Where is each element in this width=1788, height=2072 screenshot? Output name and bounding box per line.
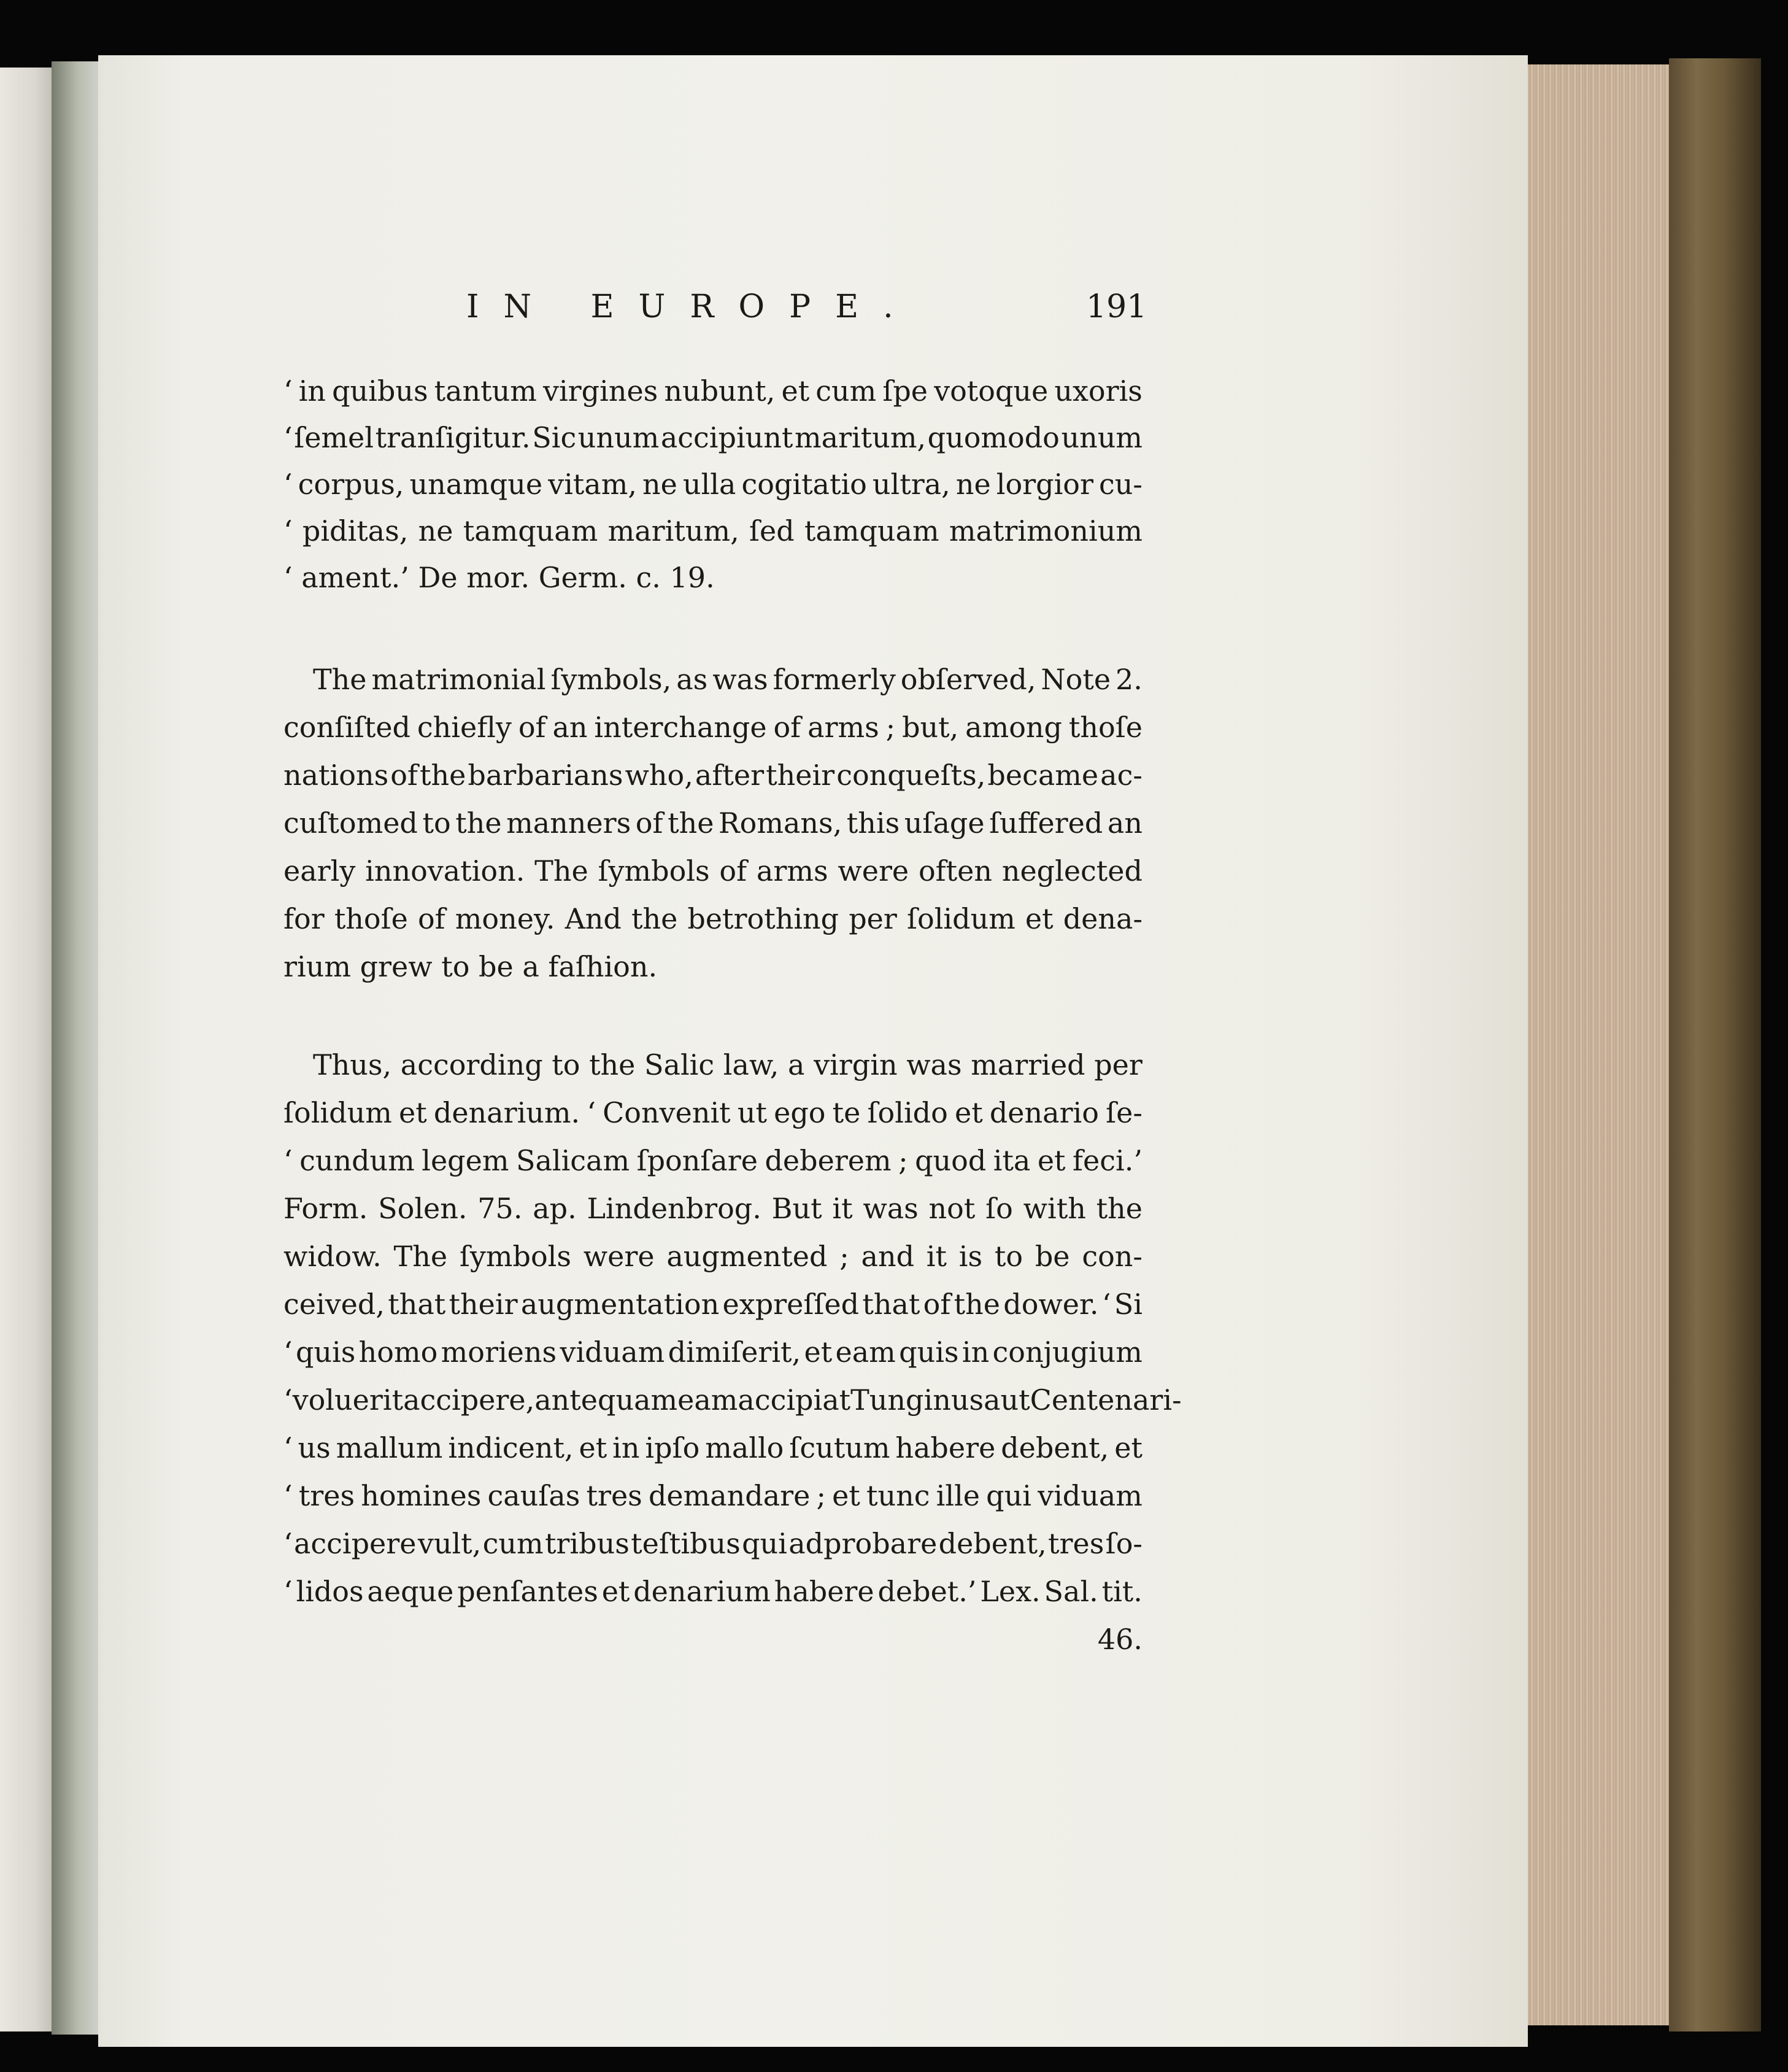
word: neglected: [1001, 854, 1143, 887]
word: ‘: [587, 1096, 596, 1129]
text-line: [283, 711, 1143, 757]
word: Convenit: [603, 1096, 731, 1129]
word: ſymbols,: [550, 663, 672, 696]
word: and: [861, 1240, 915, 1273]
text-line: ‘ ament.’ De mor. Germ. c. 19.: [283, 561, 715, 594]
page-number: 191: [1086, 288, 1147, 325]
word: ne: [955, 468, 991, 501]
word: dimiſerit,: [668, 1336, 801, 1369]
word: et: [954, 1096, 983, 1129]
word: 2.: [1116, 663, 1143, 696]
word: votoque: [934, 374, 1049, 408]
word: matrimonial: [371, 663, 546, 696]
word: their: [449, 1288, 518, 1321]
word: thoſe: [1068, 711, 1143, 744]
word: were: [838, 854, 909, 887]
word: The: [393, 1240, 448, 1273]
word: ſolidum: [283, 1096, 392, 1129]
word: unum: [577, 421, 660, 454]
word: matrimonium: [949, 514, 1143, 547]
word: the: [455, 806, 502, 840]
word: be: [1035, 1240, 1070, 1273]
word: the: [954, 1288, 1000, 1321]
word: tunc: [866, 1479, 930, 1512]
word: And: [565, 902, 622, 935]
word: legem: [422, 1144, 509, 1177]
word: voluerit: [292, 1383, 404, 1417]
word: ego: [774, 1096, 826, 1129]
word: Sic: [532, 421, 577, 454]
word: betrothing: [687, 902, 839, 935]
word: lidos: [296, 1575, 364, 1608]
word: ‘: [283, 1575, 293, 1608]
text-line: [283, 1479, 1143, 1526]
word: cauſas: [487, 1479, 580, 1512]
word: married: [971, 1048, 1085, 1081]
word: te: [832, 1096, 861, 1129]
word: Lindenbrog.: [587, 1192, 761, 1225]
word: often: [918, 854, 993, 887]
word: it: [926, 1240, 947, 1273]
word: ſcutum: [789, 1431, 890, 1464]
word: ;: [816, 1479, 826, 1512]
word: ceived,: [283, 1288, 385, 1321]
word: not: [928, 1192, 976, 1225]
word: ‘: [283, 1527, 293, 1560]
word: debent,: [1001, 1431, 1109, 1464]
text-line: [283, 1383, 1182, 1430]
word: ulla: [682, 468, 736, 501]
word: barbarians: [468, 759, 623, 792]
word: augmented: [666, 1240, 828, 1273]
word: et: [579, 1431, 607, 1464]
word: eam: [835, 1336, 896, 1369]
word: ſo-: [1105, 1527, 1143, 1560]
word: corpus,: [298, 468, 404, 501]
word: the: [589, 1048, 636, 1081]
word: money.: [455, 902, 555, 935]
text-line: [283, 854, 1143, 901]
word: dower.: [1003, 1288, 1099, 1321]
text-line: [283, 374, 1143, 421]
word: unamque: [409, 468, 543, 501]
word: tamquam: [804, 514, 939, 547]
word: ſymbols: [459, 1240, 571, 1273]
spine-gutter: [52, 61, 104, 2035]
word: us: [298, 1431, 331, 1464]
text-line: 46.: [1097, 1623, 1143, 1656]
word: ſuffered: [989, 806, 1103, 840]
word: the: [668, 806, 714, 840]
word: ;: [898, 1144, 908, 1177]
word: arms: [807, 711, 879, 744]
word: cu-: [1099, 468, 1143, 501]
word: in: [961, 1336, 990, 1369]
word: qui: [742, 1527, 787, 1560]
word: of: [417, 902, 445, 935]
word: debet.’: [877, 1575, 977, 1608]
word: eam: [677, 1383, 738, 1417]
word: feci.’: [1072, 1144, 1143, 1177]
word: their: [766, 759, 835, 792]
text-line: [283, 902, 1143, 949]
word: conqueſts,: [836, 759, 986, 792]
text-line: rium grew to be a faſhion.: [283, 950, 658, 983]
word: virgin: [814, 1048, 898, 1081]
word: ;: [885, 711, 896, 744]
word: among: [965, 711, 1062, 744]
word: after: [695, 759, 765, 792]
word: as: [676, 663, 708, 696]
word: but,: [902, 711, 959, 744]
word: ‘: [283, 1336, 293, 1369]
word: is: [958, 1240, 983, 1273]
book-cover-board: [1669, 58, 1761, 2031]
word: The: [534, 854, 588, 887]
word: cum: [482, 1527, 544, 1560]
word: it: [832, 1192, 853, 1225]
word: demandare: [648, 1479, 811, 1512]
word: vitam,: [548, 468, 637, 501]
word: indicent,: [448, 1431, 574, 1464]
word: ſolidum: [906, 902, 1015, 935]
word: ſymbols: [598, 854, 710, 887]
word: the: [631, 902, 678, 935]
word: ſo: [985, 1192, 1013, 1225]
word: with: [1023, 1192, 1086, 1225]
word: was: [906, 1048, 962, 1081]
word: Romans,: [719, 806, 842, 840]
word: ut: [737, 1096, 767, 1129]
word: Tunginus: [850, 1383, 984, 1417]
word: ne: [418, 514, 453, 547]
word: this: [846, 806, 900, 840]
word: cum: [815, 374, 877, 408]
word: arms: [756, 854, 828, 887]
word: Thus,: [313, 1048, 392, 1081]
word: per: [849, 902, 897, 935]
word: in: [612, 1431, 640, 1464]
word: maritum,: [794, 421, 927, 454]
text-line: [283, 1336, 1143, 1382]
running-title: IN EUROPE.: [466, 288, 918, 325]
word: innovation.: [365, 854, 525, 887]
word: tit.: [1101, 1575, 1143, 1608]
word: Lex.: [980, 1575, 1041, 1608]
word: teſtibus: [631, 1527, 741, 1560]
word: penſantes: [457, 1575, 598, 1608]
word: thoſe: [334, 902, 408, 935]
word: Sal.: [1044, 1575, 1098, 1608]
word: law,: [723, 1048, 779, 1081]
word: to: [552, 1048, 580, 1081]
word: Form.: [283, 1192, 368, 1225]
word: quibus: [332, 374, 428, 408]
word: widow.: [283, 1240, 382, 1273]
word: deberem: [765, 1144, 892, 1177]
word: uxoris: [1054, 374, 1143, 408]
word: piditas,: [302, 514, 409, 547]
word: accipiat: [738, 1383, 851, 1417]
word: tranſigitur.: [375, 421, 531, 454]
word: cuſtomed: [283, 806, 418, 840]
word: per: [1094, 1048, 1143, 1081]
word: maritum,: [607, 514, 739, 547]
word: were: [583, 1240, 655, 1273]
word: augmentation: [520, 1288, 720, 1321]
word: an: [1107, 806, 1143, 840]
word: to: [994, 1240, 1023, 1273]
word: Note: [1041, 663, 1111, 696]
text-line: [313, 663, 1143, 709]
word: et: [832, 1479, 860, 1512]
word: who,: [625, 759, 693, 792]
left-page-edge: [0, 68, 59, 2031]
word: accipere: [293, 1527, 417, 1560]
word: chiefly: [417, 711, 512, 744]
word: viduam: [1038, 1479, 1143, 1512]
word: the: [420, 759, 466, 792]
word: tantum: [434, 374, 537, 408]
word: according: [400, 1048, 543, 1081]
word: tres: [586, 1479, 642, 1512]
word: mallo: [705, 1431, 784, 1464]
word: aeque: [367, 1575, 454, 1608]
word: tres: [1048, 1527, 1104, 1560]
word: ultra,: [872, 468, 950, 501]
word: quomodo: [927, 421, 1060, 454]
word: early: [283, 854, 356, 887]
word: lorgior: [996, 468, 1093, 501]
word: denario: [989, 1096, 1099, 1129]
word: of: [719, 854, 747, 887]
word: of: [518, 711, 546, 744]
word: uſage: [904, 806, 985, 840]
text-line: [283, 514, 1143, 561]
text-line: [283, 1096, 1143, 1143]
word: homines: [361, 1479, 482, 1512]
word: ſolido: [867, 1096, 948, 1129]
word: debent,: [938, 1527, 1047, 1560]
word: tamquam: [463, 514, 598, 547]
word: aut: [984, 1383, 1030, 1417]
word: ſponſare: [636, 1144, 758, 1177]
word: ſpe: [882, 374, 928, 408]
word: ‘: [283, 374, 293, 408]
word: dena-: [1063, 902, 1143, 935]
word: et: [1025, 902, 1054, 935]
word: expreſſed: [722, 1288, 860, 1321]
word: Solen.: [378, 1192, 468, 1225]
word: ille: [936, 1479, 980, 1512]
text-line: [283, 1288, 1143, 1334]
word: con-: [1082, 1240, 1143, 1273]
text-line: [283, 468, 1143, 514]
word: denarium.: [433, 1096, 580, 1129]
word: antequam: [534, 1383, 678, 1417]
word: became: [987, 759, 1099, 792]
word: conſiſted: [283, 711, 410, 744]
word: nubunt,: [664, 374, 776, 408]
word: ‘: [283, 468, 293, 501]
word: ne: [642, 468, 677, 501]
word: tribus: [544, 1527, 630, 1560]
word: Salic: [644, 1048, 715, 1081]
word: an: [552, 711, 588, 744]
word: et: [781, 374, 810, 408]
word: et: [601, 1575, 630, 1608]
word: ;: [839, 1240, 849, 1273]
text-line: [283, 759, 1143, 805]
word: moriens: [441, 1336, 557, 1369]
text-line: [313, 1048, 1143, 1095]
word: of: [773, 711, 801, 744]
word: a: [788, 1048, 805, 1081]
word: vult,: [417, 1527, 482, 1560]
word: cogitatio: [741, 468, 867, 501]
word: qui: [986, 1479, 1031, 1512]
word: ſe-: [1106, 1096, 1143, 1129]
word: ‘: [283, 1431, 293, 1464]
word: et: [804, 1336, 833, 1369]
word: quis: [295, 1336, 356, 1369]
text-line: [283, 1240, 1143, 1286]
word: adprobare: [788, 1527, 938, 1560]
word: ac-: [1100, 759, 1143, 792]
page-block-edge: [1509, 64, 1681, 2025]
text-line: [283, 1431, 1143, 1478]
word: ‘: [1101, 1288, 1111, 1321]
word: virgines: [542, 374, 658, 408]
text-line: [283, 1144, 1143, 1191]
word: ita: [993, 1144, 1031, 1177]
word: quod: [915, 1144, 987, 1177]
word: that: [862, 1288, 920, 1321]
word: unum: [1061, 421, 1143, 454]
word: But: [771, 1192, 822, 1225]
word: ‘: [283, 1383, 293, 1417]
text-line: [283, 1527, 1143, 1574]
word: of: [390, 759, 418, 792]
word: nations: [283, 759, 389, 792]
word: ap.: [533, 1192, 577, 1225]
word: ‘: [283, 1479, 293, 1512]
word: habere: [895, 1431, 996, 1464]
word: conjugium: [992, 1336, 1143, 1369]
word: 75.: [477, 1192, 523, 1225]
word: tres: [298, 1479, 355, 1512]
word: accipere,: [403, 1383, 535, 1417]
word: ſed: [749, 514, 795, 547]
word: accipiunt: [660, 421, 793, 454]
word: of: [635, 806, 663, 840]
word: for: [283, 902, 325, 935]
text-line: [283, 1192, 1143, 1239]
word: formerly: [773, 663, 896, 696]
text-line: [283, 421, 1143, 468]
word: that: [388, 1288, 446, 1321]
word: the: [1096, 1192, 1143, 1225]
word: was: [863, 1192, 919, 1225]
word: cundum: [299, 1144, 415, 1177]
word: of: [923, 1288, 951, 1321]
word: ſemel: [294, 421, 374, 454]
word: in: [298, 374, 326, 408]
word: ‘: [283, 1144, 293, 1177]
text-line: [283, 1575, 1143, 1622]
word: viduam: [560, 1336, 665, 1369]
word: ‘: [283, 421, 293, 454]
word: The: [313, 663, 367, 696]
text-line: [283, 806, 1143, 853]
word: manners: [506, 806, 631, 840]
word: denarium: [633, 1575, 771, 1608]
word: was: [712, 663, 768, 696]
word: mallum: [336, 1431, 443, 1464]
word: obſerved,: [900, 663, 1036, 696]
word: et: [1114, 1431, 1143, 1464]
word: ‘: [283, 514, 293, 547]
word: Salicam: [515, 1144, 630, 1177]
word: habere: [774, 1575, 874, 1608]
word: homo: [358, 1336, 438, 1369]
word: quis: [899, 1336, 959, 1369]
word: to: [422, 806, 451, 840]
word: Centenari-: [1030, 1383, 1182, 1417]
word: ipſo: [645, 1431, 700, 1464]
word: et: [1037, 1144, 1066, 1177]
word: et: [399, 1096, 427, 1129]
word: Si: [1114, 1288, 1143, 1321]
word: interchange: [594, 711, 767, 744]
